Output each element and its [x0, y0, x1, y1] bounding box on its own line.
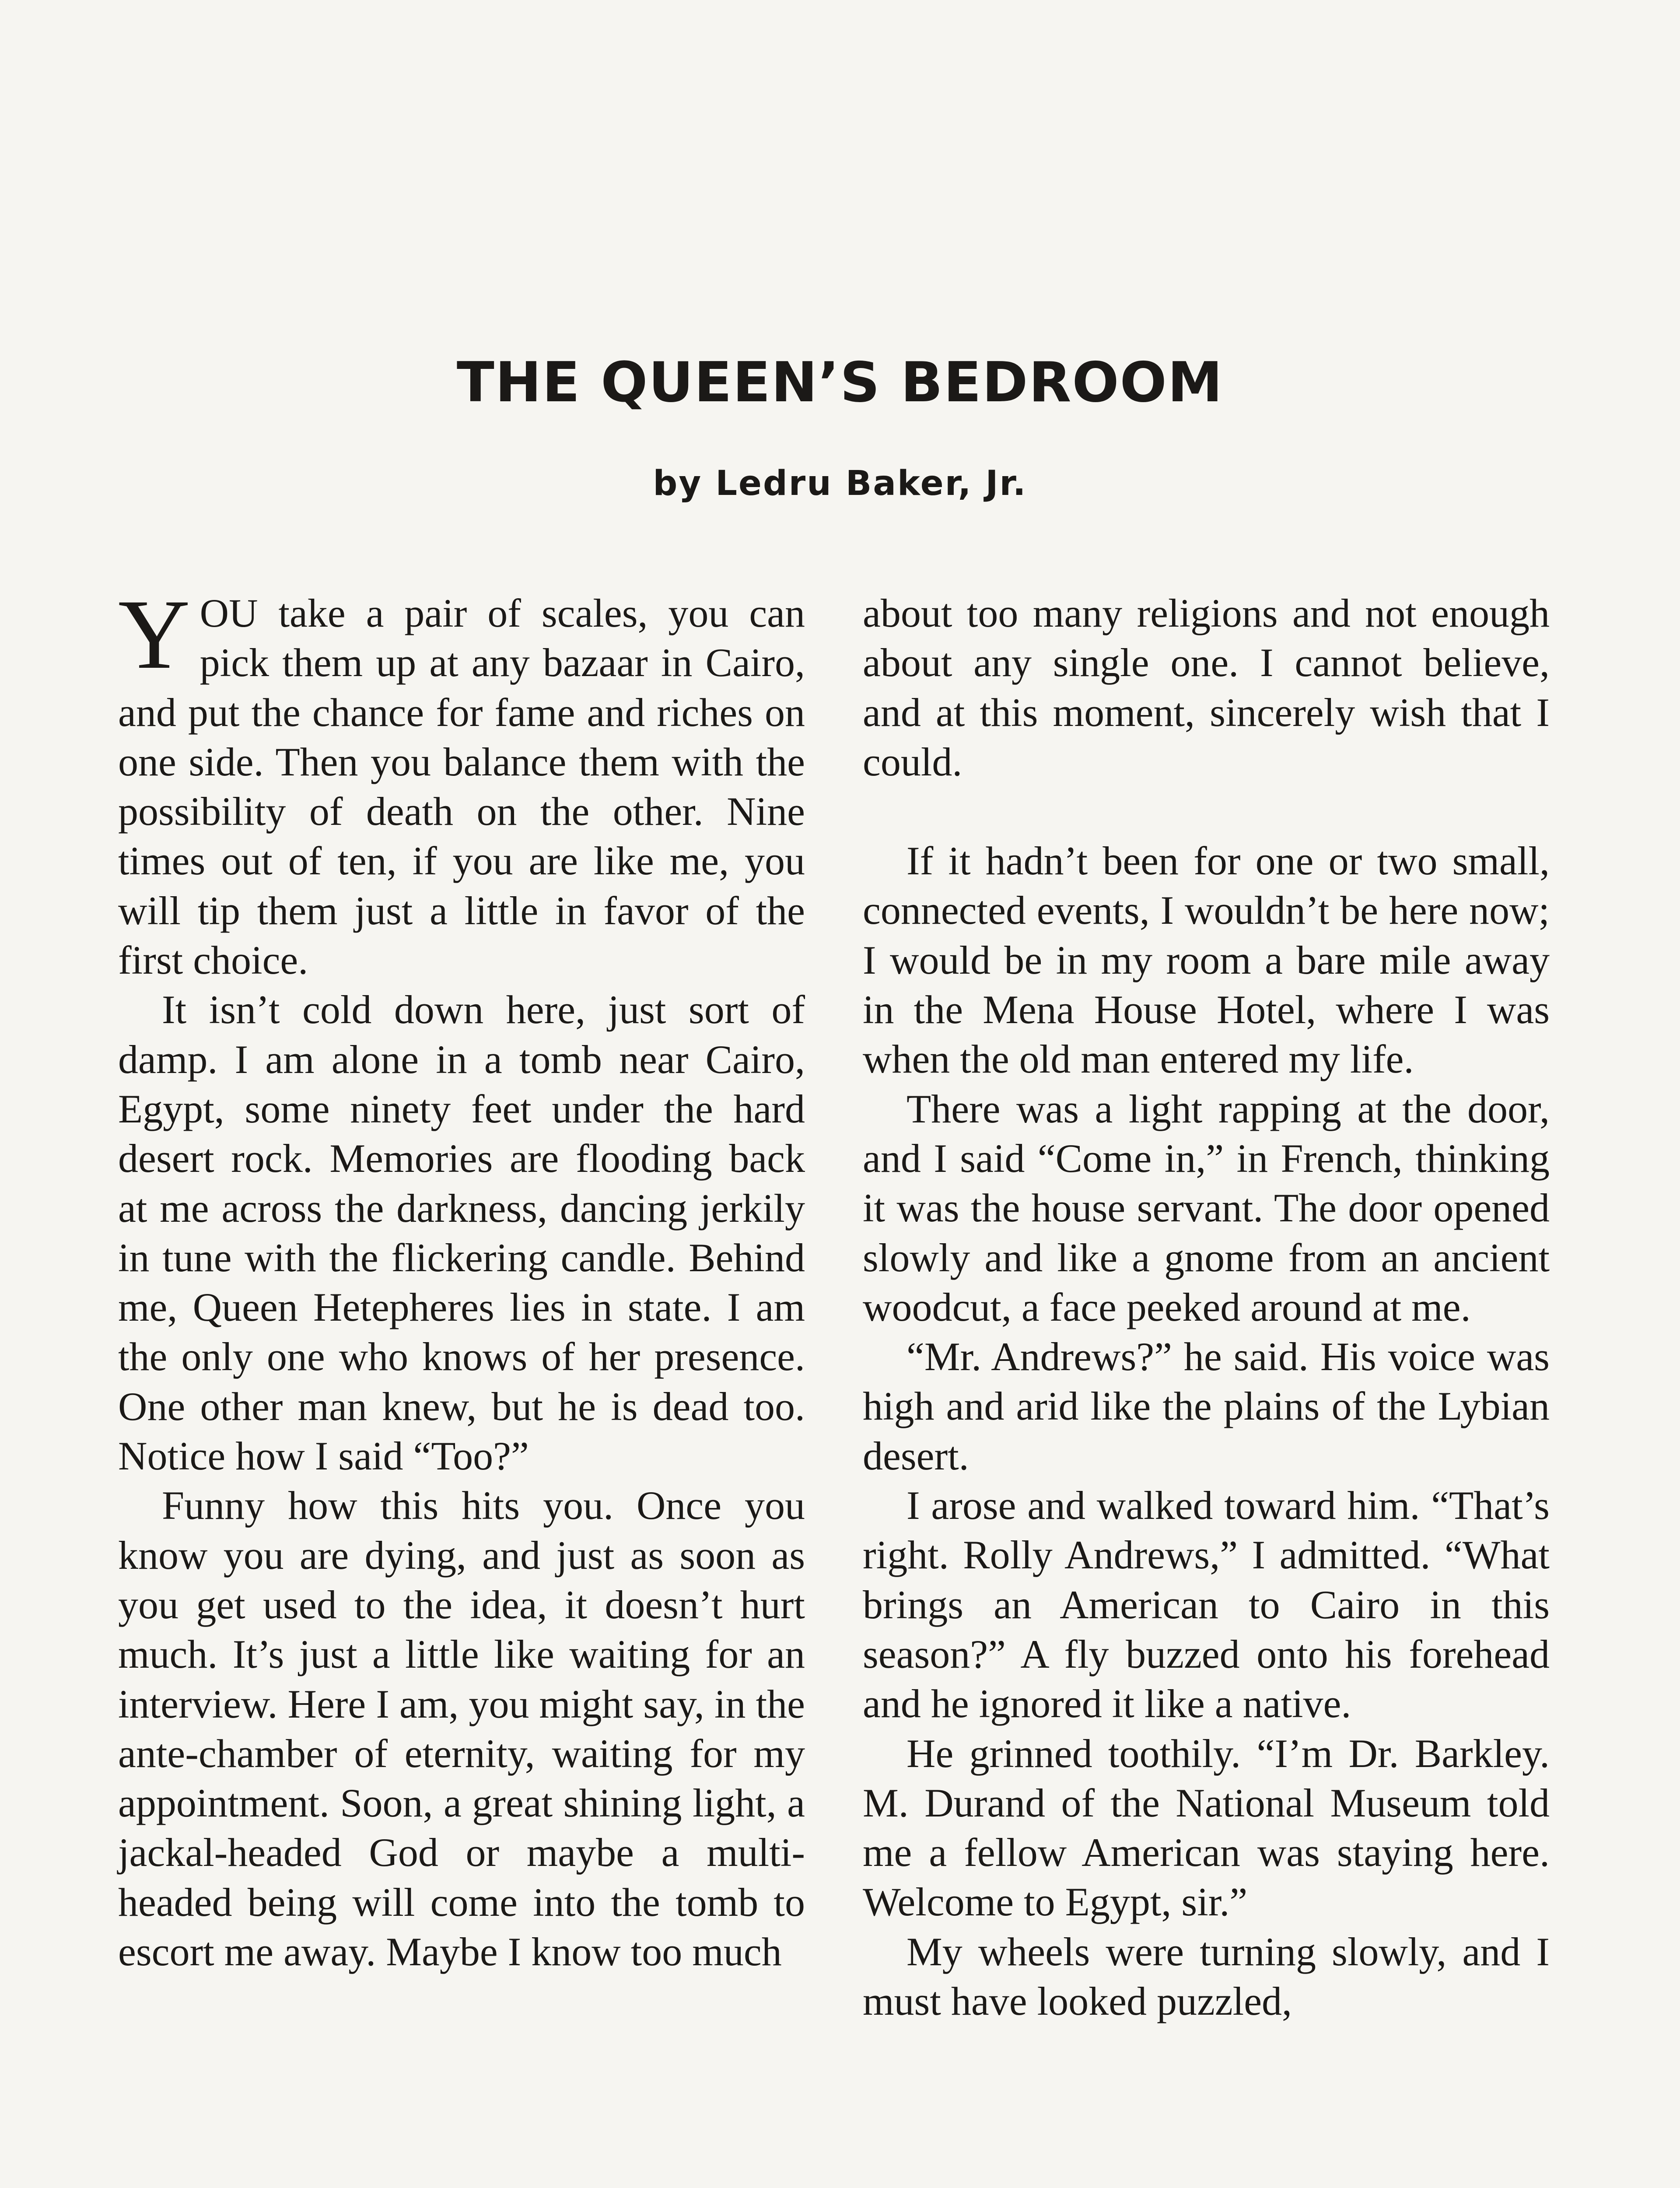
drop-cap: Y — [118, 579, 190, 690]
paragraph: There was a light rapping at the door, and I said “Come in,” in French, thinking it was the house servant. The door opened slowly and like a gnome from an ancient woodcut, a face peeked around at me. — [863, 1086, 1550, 1329]
paragraph: If it hadn’t been for one or two small, connected events, I wouldn’t be here now; I would be in my room a bare mile away in the Mena House Hotel, where I was when the old man entered my life. — [863, 838, 1550, 1082]
left-text-column — [118, 579, 805, 1977]
paragraph: It isn’t cold down here, just sort of damp. I am alone in a tomb near Cairo, Egypt, some ninety feet under the hard desert rock. Memories are flooding back at me across the darkness, dancing jerkily in tune with the flickering candle. Behind me, Queen Hetepheres lies in state. I am the only one who knows of her presence. One other man knew, but he is dead too. Notice how I said “Too?” — [118, 987, 805, 1479]
story-title: THE QUEEN’S BEDROOM — [456, 350, 1224, 414]
paragraph: about too many religions and not enough about any single one. I cannot believe, and at this moment, sincerely wish that I could. — [863, 591, 1550, 784]
paragraph — [118, 579, 805, 985]
right-text-column — [863, 589, 1550, 2026]
paragraph: He grinned toothily. “I’m Dr. Barkley. M. Durand of the National Museum told me a fellow American was staying here. Welcome to Egypt, sir.” — [863, 1731, 1550, 1925]
paragraph: My wheels were turning slowly, and I must have looked puzzled, — [863, 1929, 1550, 2024]
paragraph: “Mr. Andrews?” he said. His voice was high and arid like the plains of the Lybian desert. — [863, 1334, 1550, 1478]
paragraph: Funny how this hits you. Once you know you are dying, and just as soon as you get used to the idea, it doesn’t hurt much. It’s just a little like waiting for an interview. Here I am, you might say, in the ante-chamber of eternity, waiting for my appointment. Soon, a great shining light, a jackal-headed God or maybe a multi-headed being will come into the tomb to escort me away. Maybe I know too much — [118, 1483, 805, 1974]
paragraph: I arose and walked toward him. “That’s right. Rolly Andrews,” I admitted. “What brings an American to Cairo in this season?” A fly buzzed onto his forehead and he ignored it like a native. — [863, 1483, 1550, 1726]
story-byline: by Ledru Baker, Jr. — [653, 464, 1027, 503]
paragraph-text: OU take a pair of scales, you can pick them up at any bazaar in Cairo, and put the chance for fame and riches on one side. Then you balance them with the possibility of death on the other. Nine times out of ten, if you are like me, you will tip them just a little in favor of the first choice. — [118, 591, 805, 983]
